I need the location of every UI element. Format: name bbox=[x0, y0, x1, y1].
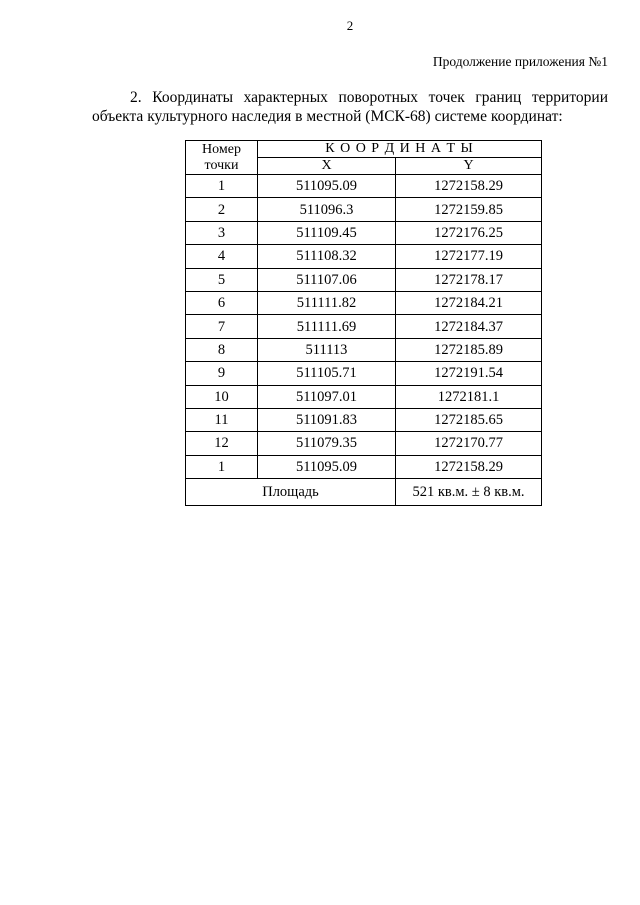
cell-y: 1272191.54 bbox=[396, 362, 542, 385]
cell-y: 1272176.25 bbox=[396, 221, 542, 244]
cell-point: 12 bbox=[186, 432, 258, 455]
table-row bbox=[186, 245, 542, 268]
cell-point: 5 bbox=[186, 268, 258, 291]
cell-y: 1272184.37 bbox=[396, 315, 542, 338]
header-x: X bbox=[258, 158, 396, 175]
area-row bbox=[186, 479, 542, 506]
cell-x: 511111.69 bbox=[258, 315, 396, 338]
cell-point: 9 bbox=[186, 362, 258, 385]
cell-point: 8 bbox=[186, 338, 258, 361]
cell-x: 511108.32 bbox=[258, 245, 396, 268]
cell-point: 1 bbox=[186, 455, 258, 478]
table-row bbox=[186, 338, 542, 361]
cell-x: 511095.09 bbox=[258, 175, 396, 198]
cell-y: 1272177.19 bbox=[396, 245, 542, 268]
cell-y: 1272185.65 bbox=[396, 408, 542, 431]
table-row bbox=[186, 198, 542, 221]
cell-y: 1272181.1 bbox=[396, 385, 542, 408]
cell-point: 11 bbox=[186, 408, 258, 431]
table-row bbox=[186, 221, 542, 244]
table-row bbox=[186, 268, 542, 291]
table-row bbox=[186, 455, 542, 478]
cell-y: 1272170.77 bbox=[396, 432, 542, 455]
cell-x: 511113 bbox=[258, 338, 396, 361]
table-row bbox=[186, 432, 542, 455]
header-y: Y bbox=[396, 158, 542, 175]
cell-point: 4 bbox=[186, 245, 258, 268]
table-row bbox=[186, 315, 542, 338]
paragraph-line-1: 2. Координаты характерных поворотных точек границ территории bbox=[130, 89, 608, 106]
coordinates-table bbox=[185, 140, 542, 506]
cell-x: 511096.3 bbox=[258, 198, 396, 221]
cell-x: 511095.09 bbox=[258, 455, 396, 478]
table-row bbox=[186, 175, 542, 198]
cell-point: 7 bbox=[186, 315, 258, 338]
page-number: 2 bbox=[346, 18, 354, 33]
cell-x: 511079.35 bbox=[258, 432, 396, 455]
table-row bbox=[186, 291, 542, 314]
area-label: Площадь bbox=[186, 479, 396, 506]
cell-y: 1272158.29 bbox=[396, 175, 542, 198]
cell-x: 511105.71 bbox=[258, 362, 396, 385]
header-point-line-1: Номер bbox=[202, 141, 241, 157]
table-header-row bbox=[186, 141, 542, 158]
cell-y: 1272185.89 bbox=[396, 338, 542, 361]
cell-y: 1272159.85 bbox=[396, 198, 542, 221]
cell-x: 511109.45 bbox=[258, 221, 396, 244]
cell-point: 2 bbox=[186, 198, 258, 221]
cell-x: 511097.01 bbox=[258, 385, 396, 408]
table-row bbox=[186, 385, 542, 408]
appendix-note: Продолжение приложения №1 bbox=[432, 54, 608, 69]
cell-point: 1 bbox=[186, 175, 258, 198]
header-coordinates: К О О Р Д И Н А Т Ы bbox=[258, 141, 542, 158]
table-row bbox=[186, 408, 542, 431]
cell-x: 511111.82 bbox=[258, 291, 396, 314]
paragraph-line-2: объекта культурного наследия в местной (МСК-68) системе координат: bbox=[92, 108, 563, 125]
header-point-line-2: точки bbox=[204, 157, 239, 173]
table-row bbox=[186, 362, 542, 385]
cell-y: 1272178.17 bbox=[396, 268, 542, 291]
cell-y: 1272184.21 bbox=[396, 291, 542, 314]
cell-point: 10 bbox=[186, 385, 258, 408]
cell-x: 511091.83 bbox=[258, 408, 396, 431]
cell-y: 1272158.29 bbox=[396, 455, 542, 478]
cell-point: 3 bbox=[186, 221, 258, 244]
area-value: 521 кв.м. ± 8 кв.м. bbox=[396, 479, 542, 506]
cell-x: 511107.06 bbox=[258, 268, 396, 291]
cell-point: 6 bbox=[186, 291, 258, 314]
header-point-number bbox=[186, 141, 258, 175]
